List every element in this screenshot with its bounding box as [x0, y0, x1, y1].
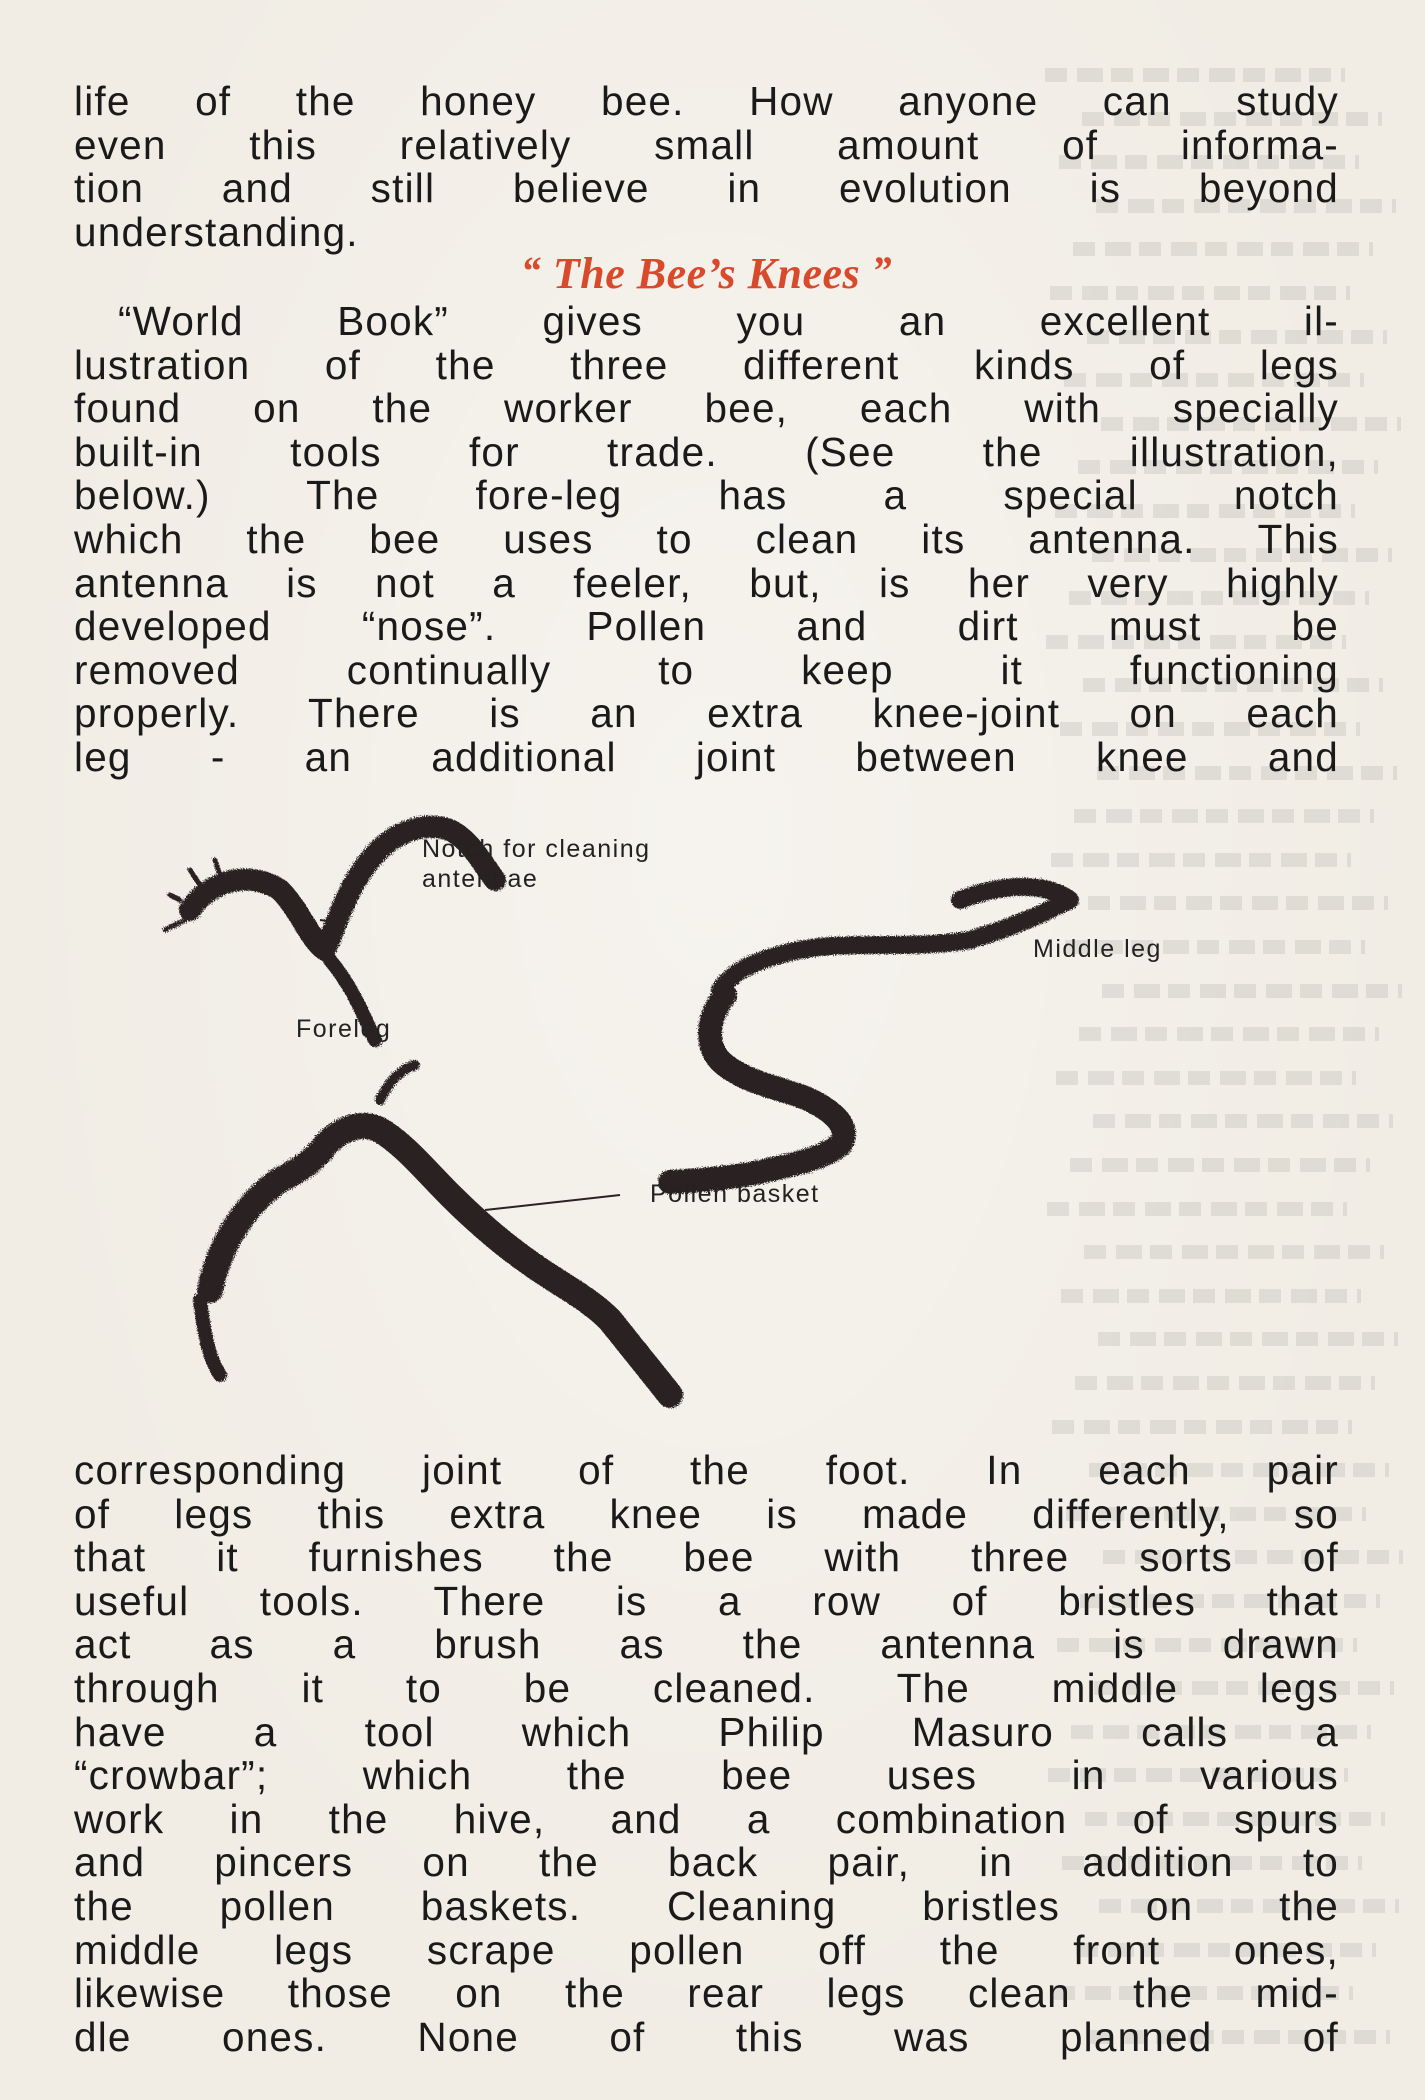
label-middle-leg: Middle leg — [1033, 935, 1162, 963]
text-line: likewise those on the rear legs clean the mid- — [74, 1970, 1339, 2017]
text-line: antenna is not a feeler, but, is her very highly — [74, 559, 1339, 606]
text-line: of legs this extra knee is made differently, so — [74, 1490, 1339, 1537]
label-notch: Notch for cleaning — [422, 835, 651, 863]
top-paragraph — [74, 80, 1339, 254]
text-line: the pollen baskets. Cleaning bristles on the — [74, 1882, 1339, 1929]
text-line: that it furnishes the bee with three sorts of — [74, 1534, 1339, 1581]
text-line: even this relatively small amount of informa- — [74, 121, 1339, 168]
heading-close-quote: ” — [871, 248, 893, 293]
label-notch-2: antennae — [422, 865, 539, 893]
text-line: removed continually to keep it functioning — [74, 646, 1339, 693]
text-line: understanding. — [74, 208, 359, 255]
text-line: life of the honey bee. How anyone can study — [74, 78, 1339, 124]
text-line: useful tools. There is a row of bristles that — [74, 1577, 1339, 1624]
text-line: work in the hive, and a combination of spurs — [74, 1795, 1339, 1842]
bottom-paragraph — [74, 1449, 1339, 2059]
text-line: and pincers on the back pair, in addition to — [74, 1839, 1339, 1886]
text-line: leg - an additional joint between knee and — [74, 733, 1339, 780]
hind-leg-drawing — [200, 1065, 670, 1395]
text-line: below.) The fore-leg has a special notch — [74, 472, 1339, 519]
text-line: middle legs scrape pollen off the front ones, — [74, 1926, 1339, 1973]
text-line: dle ones. None of this was planned of — [74, 2013, 1339, 2060]
text-line: “World Book” gives you an excellent il- — [118, 298, 1339, 344]
bee-legs-drawing — [150, 800, 1300, 1420]
text-line: tion and still believe in evolution is beyond — [74, 165, 1339, 212]
text-line: built-in tools for trade. (See the illustration, — [74, 428, 1339, 475]
text-line: have a tool which Philip Masuro calls a — [74, 1708, 1339, 1755]
text-line: lustration of the three different kinds of legs — [74, 341, 1339, 388]
text-line: properly. There is an extra knee-joint on each — [74, 690, 1339, 737]
text-line: act as a brush as the antenna is drawn — [74, 1621, 1339, 1668]
label-foreleg: Foreleg — [296, 1015, 392, 1043]
text-line: “crowbar”; which the bee uses in various — [74, 1752, 1339, 1799]
text-line: corresponding joint of the foot. In each pair — [74, 1447, 1339, 1493]
heading-open-quote: “ — [520, 248, 542, 293]
text-line: through it to be cleaned. The middle legs — [74, 1664, 1339, 1711]
middle-paragraph — [74, 300, 1339, 780]
bee-legs-illustration — [150, 800, 1300, 1420]
section-heading — [74, 247, 1339, 299]
label-pollen-basket: Pollen basket — [650, 1180, 820, 1208]
text-line: found on the worker bee, each with specially — [74, 385, 1339, 432]
middle-leg-drawing — [670, 887, 1070, 1182]
heading-text: The Bee’s Knees — [552, 249, 861, 298]
text-line: developed “nose”. Pollen and dirt must be — [74, 603, 1339, 650]
text-line: which the bee uses to clean its antenna. This — [74, 515, 1339, 562]
